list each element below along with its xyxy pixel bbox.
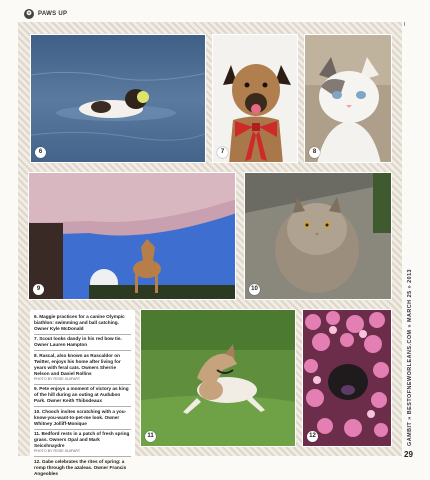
caption-11: 11. Bedford rests in a patch of fresh spring grass. Owners Opal and Mark Seicshnaydre PHOTO BY ROSE GUIFART xyxy=(34,430,131,458)
caption-9: 9. Pete enjoys a moment of victory as king of the hill during an outing at Audubon Park. Owner Keith Thibodeaux xyxy=(34,385,131,408)
photo-number-badge: 12 xyxy=(307,431,318,442)
photo-credit: PHOTO BY ROSE GUIFART xyxy=(34,449,81,453)
section-header xyxy=(24,9,67,19)
photo-6 xyxy=(30,34,206,163)
photo-8-image xyxy=(305,35,392,163)
issue-sidebar-text: GAMBIT » BESTOFNEWORLEANS.COM » MARCH 25 » 2013 xyxy=(407,268,413,446)
caption-6: 6. Maggie practices for a canine Olympic biathlon: swimming and ball catching. Owner Kyle McDonald xyxy=(34,312,131,335)
photo-10-image xyxy=(245,173,392,300)
photo-9-image xyxy=(29,173,236,300)
paw-logo: ❂ xyxy=(24,9,34,19)
photo-6-image xyxy=(31,35,206,163)
photo-number-badge: 10 xyxy=(249,284,260,295)
photo-number-badge: 7 xyxy=(217,147,228,158)
photo-12 xyxy=(302,309,392,447)
photo-number-badge: 11 xyxy=(145,431,156,442)
crop-mark xyxy=(404,22,405,26)
caption-list xyxy=(30,310,135,476)
photo-7 xyxy=(212,34,298,163)
section-label: PAWS UP xyxy=(38,11,68,17)
photo-11 xyxy=(140,309,296,447)
page-number: 29 xyxy=(404,450,413,459)
photo-number-badge: 8 xyxy=(309,147,320,158)
caption-12: 12. Gabe celebrates the rites of spring: a romp through the azaleas. Owner Francis Angeobles xyxy=(34,458,127,476)
photo-11-image xyxy=(141,310,296,447)
photo-10 xyxy=(244,172,392,300)
photo-9 xyxy=(28,172,236,300)
photo-number-badge: 6 xyxy=(35,147,46,158)
caption-8: 8. Rascal, also known as Rascaldor on Twitter, enjoys his home after living for years with feral cats. Owners Sherrie Nelson and Daniel Rollins PHOTO BY ROSE GUIFART xyxy=(34,351,131,385)
photo-7-image xyxy=(213,35,298,163)
photo-number-badge: 9 xyxy=(33,284,44,295)
caption-7: 7. Scout looks dandy in his red bow tie. Owner Lauren Hampton xyxy=(34,335,131,352)
photo-8 xyxy=(304,34,392,163)
photo-credit: PHOTO BY ROSE GUIFART xyxy=(34,376,81,381)
caption-10: 10. Chooch invites scratching with a you-know-you-want-to-pet-me look. Owner Whitney Jolliff-Monique xyxy=(34,407,131,430)
photo-12-image xyxy=(303,310,392,447)
